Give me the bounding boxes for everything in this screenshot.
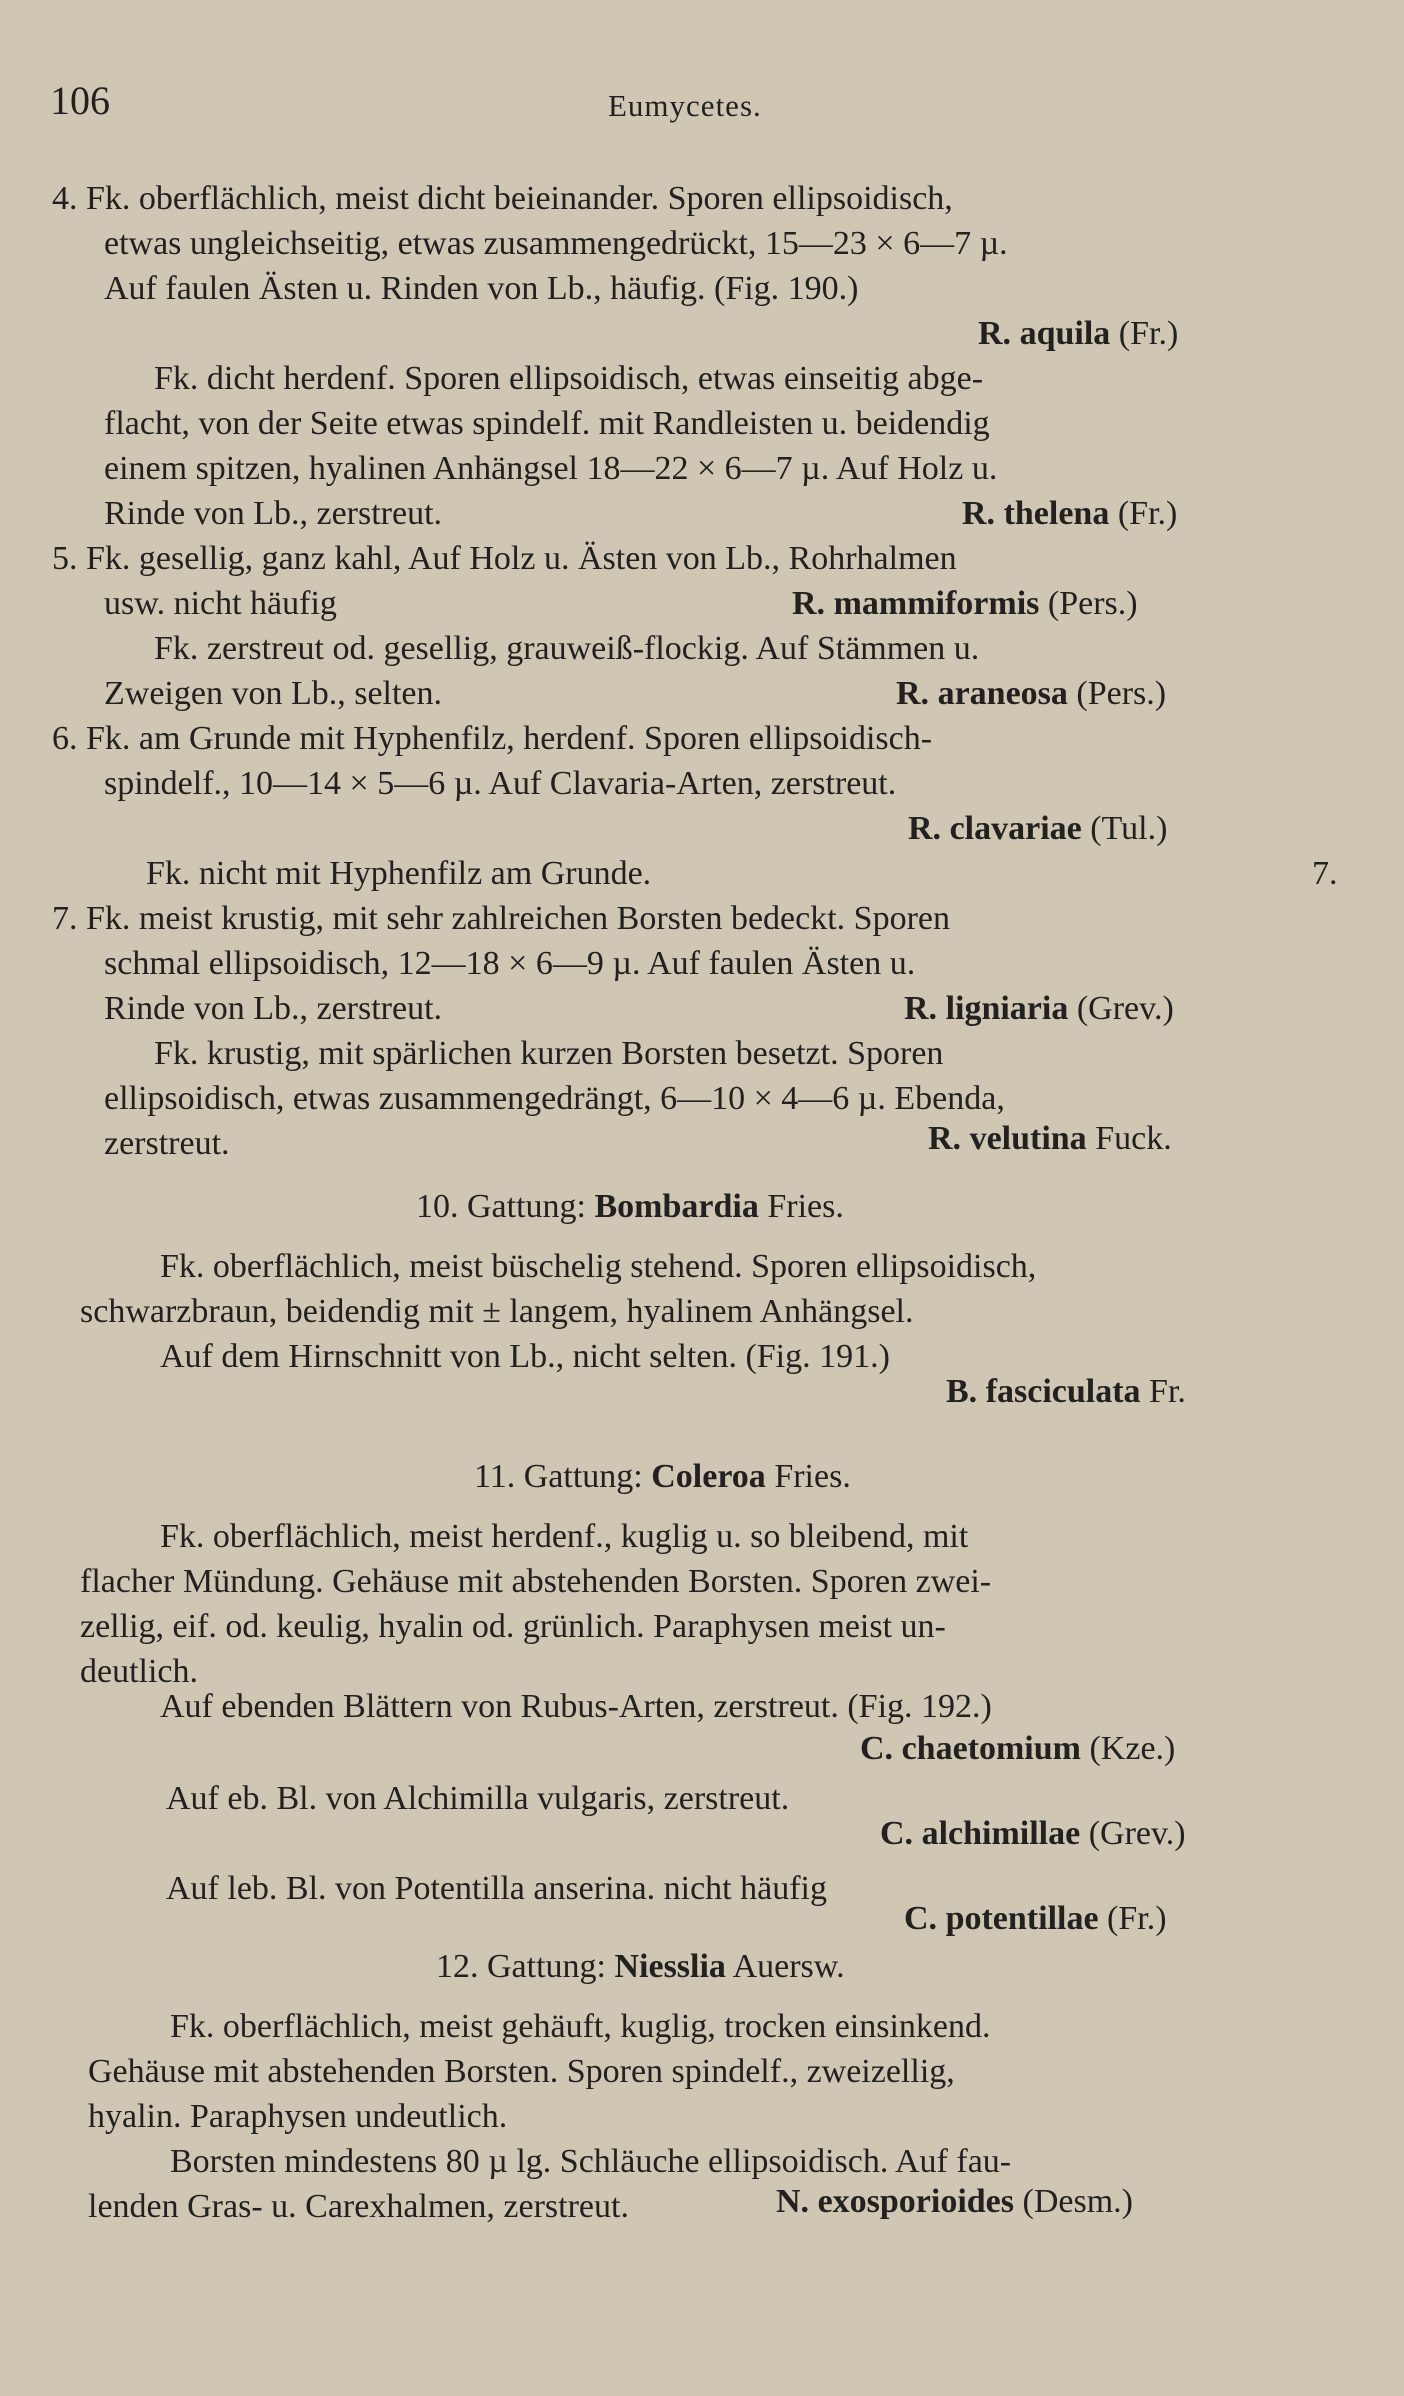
species-name: R. aquila (Fr.)	[978, 315, 1179, 352]
text-line: Auf ebenden Blättern von Rubus-Arten, zerstreut. (Fig. 192.)	[160, 1688, 992, 1725]
text-line: Fk. oberflächlich, meist gehäuft, kuglig, trocken einsinkend.	[170, 2008, 991, 2045]
text-line: Fk. oberflächlich, meist büschelig stehend. Sporen ellipsoidisch,	[160, 1248, 1037, 1285]
species-name: R. ligniaria (Grev.)	[904, 990, 1174, 1027]
text-line: lenden Gras- u. Carexhalmen, zerstreut.	[88, 2188, 629, 2225]
species-name: B. fasciculata Fr.	[946, 1373, 1186, 1410]
text-line: Rinde von Lb., zerstreut.	[104, 990, 443, 1027]
text-line: hyalin. Paraphysen undeutlich.	[88, 2098, 508, 2135]
text-line: Fk. zerstreut od. gesellig, grauweiß-flockig. Auf Stämmen u.	[154, 630, 980, 667]
species-name: R. velutina Fuck.	[928, 1120, 1172, 1157]
species-name: R. araneosa (Pers.)	[896, 675, 1167, 712]
text-line: spindelf., 10—14 × 5—6 µ. Auf Clavaria-Arten, zerstreut.	[104, 765, 897, 802]
species-name: C. chaetomium (Kze.)	[860, 1730, 1176, 1767]
text-line: Borsten mindestens 80 µ lg. Schläuche ellipsoidisch. Auf fau-	[170, 2143, 1012, 2180]
genus-heading: 10. Gattung: Bombardia Fries.	[416, 1188, 844, 1225]
text-line: Fk. krustig, mit spärlichen kurzen Borsten besetzt. Sporen	[154, 1035, 944, 1072]
text-line: schwarzbraun, beidendig mit ± langem, hyalinem Anhängsel.	[80, 1293, 914, 1330]
text-line: Zweigen von Lb., selten.	[104, 675, 443, 712]
running-title: Eumycetes.	[608, 88, 762, 123]
text-line: flacher Mündung. Gehäuse mit abstehenden Borsten. Sporen zwei-	[80, 1563, 992, 1600]
text-line: etwas ungleichseitig, etwas zusammengedrückt, 15—23 × 6—7 µ.	[104, 225, 1008, 262]
text-line: einem spitzen, hyalinen Anhängsel 18—22 × 6—7 µ. Auf Holz u.	[104, 450, 998, 487]
text-line: Fk. dicht herdenf. Sporen ellipsoidisch, etwas einseitig abge-	[154, 360, 984, 397]
species-name: R. mammiformis (Pers.)	[792, 585, 1138, 622]
species-name: N. exosporioides (Desm.)	[776, 2183, 1133, 2220]
species-name: C. potentillae (Fr.)	[904, 1900, 1167, 1937]
text-line: zellig, eif. od. keulig, hyalin od. grünlich. Paraphysen meist un-	[80, 1608, 946, 1645]
text-line: 4. Fk. oberflächlich, meist dicht beieinander. Sporen ellipsoidisch,	[52, 180, 953, 217]
text-line: Fk. oberflächlich, meist herdenf., kuglig u. so bleibend, mit	[160, 1518, 969, 1555]
text-line: Auf faulen Ästen u. Rinden von Lb., häufig. (Fig. 190.)	[104, 270, 859, 307]
species-name: R. thelena (Fr.)	[962, 495, 1178, 532]
text-line: ellipsoidisch, etwas zusammengedrängt, 6—10 × 4—6 µ. Ebenda,	[104, 1080, 1005, 1117]
text-line: Auf eb. Bl. von Alchimilla vulgaris, zerstreut.	[166, 1780, 790, 1817]
species-name: R. clavariae (Tul.)	[908, 810, 1168, 847]
text-line: 6. Fk. am Grunde mit Hyphenfilz, herdenf. Sporen ellipsoidisch-	[52, 720, 933, 757]
genus-heading: 12. Gattung: Niesslia Auersw.	[436, 1948, 845, 1985]
page-number: 106	[50, 78, 110, 123]
text-line: Rinde von Lb., zerstreut.	[104, 495, 443, 532]
text-line: Fk. nicht mit Hyphenfilz am Grunde.	[146, 855, 652, 892]
text-line: Gehäuse mit abstehenden Borsten. Sporen spindelf., zweizellig,	[88, 2053, 955, 2090]
text-line: 5. Fk. gesellig, ganz kahl, Auf Holz u. Ästen von Lb., Rohrhalmen	[52, 540, 957, 577]
genus-heading: 11. Gattung: Coleroa Fries.	[474, 1458, 851, 1495]
text-line: flacht, von der Seite etwas spindelf. mit Randleisten u. beidendig	[104, 405, 990, 442]
text-line: 7. Fk. meist krustig, mit sehr zahlreichen Borsten bedeckt. Sporen	[52, 900, 950, 937]
text-line: schmal ellipsoidisch, 12—18 × 6—9 µ. Auf faulen Ästen u.	[104, 945, 916, 982]
species-name: C. alchimillae (Grev.)	[880, 1815, 1186, 1852]
text-line: usw. nicht häufig	[104, 585, 337, 622]
text-line: Auf leb. Bl. von Potentilla anserina. nicht häufig	[166, 1870, 827, 1907]
text-line: deutlich.	[80, 1653, 199, 1690]
text-line: zerstreut.	[104, 1125, 230, 1162]
key-reference: 7.	[1312, 855, 1338, 892]
text-line: Auf dem Hirnschnitt von Lb., nicht selten. (Fig. 191.)	[160, 1338, 890, 1375]
